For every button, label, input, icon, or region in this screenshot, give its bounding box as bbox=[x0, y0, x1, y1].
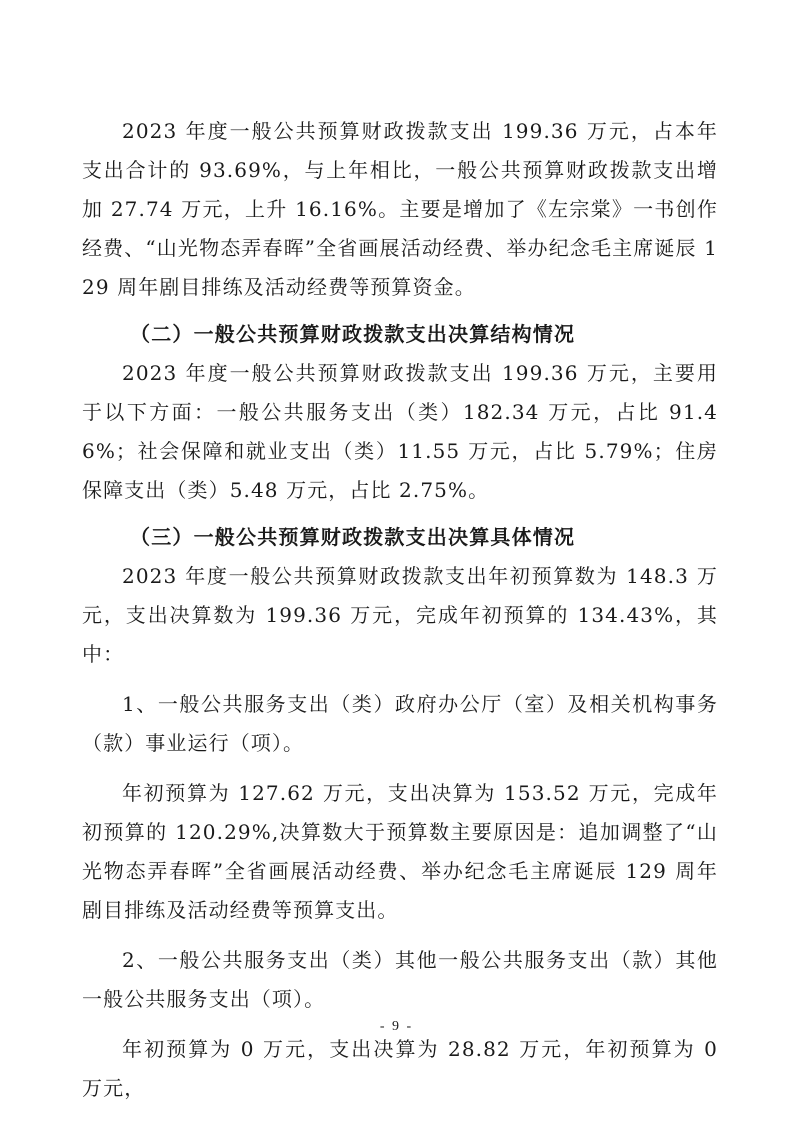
section-heading-details: （三）一般公共预算财政拨款支出决算具体情况 bbox=[130, 525, 576, 549]
item-2-body: 年初预算为 0 万元，支出决算为 28.82 万元，年初预算为 0 万元， bbox=[82, 1037, 718, 1100]
item-2-title: 2、一般公共服务支出（类）其他一般公共服务支出（款）其他一般公共服务支出（项）。 bbox=[82, 948, 718, 1011]
item-1-title: 1、一般公共服务支出（类）政府办公厅（室）及相关机构事务（款）事业运行（项）。 bbox=[82, 692, 718, 755]
paragraph-details-intro: 2023 年度一般公共预算财政拨款支出年初预算数为 148.3 万元，支出决算数为 199.36 万元，完成年初预算的 134.43%，其中： bbox=[82, 564, 718, 666]
section-heading-structure: （二）一般公共预算财政拨款支出决算结构情况 bbox=[130, 322, 576, 346]
item-1-body: 年初预算为 127.62 万元，支出决算为 153.52 万元，完成年初预算的 120.29%,决算数大于预算数主要原因是：追加调整了“山光物态弄春晖”全省画展活动经费、举办纪念毛主席诞辰 129 周年剧目排练及活动经费等预算支出。 bbox=[82, 781, 718, 922]
document-body bbox=[82, 112, 718, 1108]
page-number: - 9 - bbox=[379, 1019, 414, 1034]
paragraph-structure: 2023 年度一般公共预算财政拨款支出 199.36 万元，主要用于以下方面：一般公共服务支出（类）182.34 万元，占比 91.46%；社会保障和就业支出（类）11.55 万元，占比 5.79%；住房保障支出（类）5.48 万元，占比 2.75%。 bbox=[82, 361, 718, 502]
paragraph-overall-expenditure: 2023 年度一般公共预算财政拨款支出 199.36 万元，占本年支出合计的 93.69%，与上年相比，一般公共预算财政拨款支出增加 27.74 万元，上升 16.16%。主要是增加了《左宗棠》一书创作经费、“山光物态弄春晖”全省画展活动经费、举办纪念毛主席诞辰 129 周年剧目排练及活动经费等预算资金。 bbox=[82, 119, 718, 299]
